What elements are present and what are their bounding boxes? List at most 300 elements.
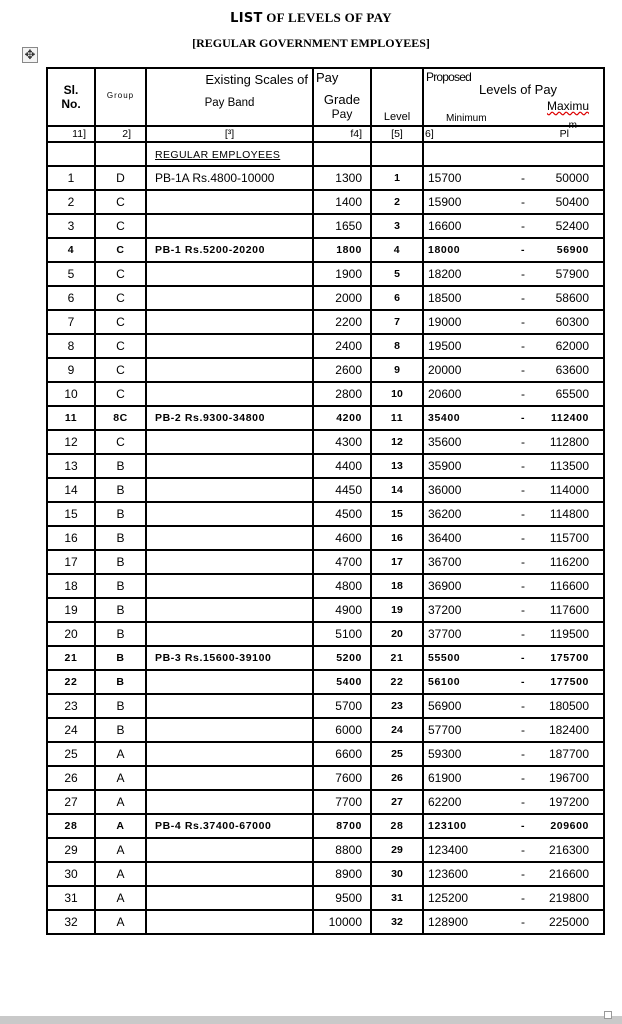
cell-sl-no: 12	[47, 430, 95, 454]
table-row	[47, 550, 604, 574]
cell-grade-pay: 8800	[313, 838, 371, 862]
cell-maximum: 117600	[549, 603, 589, 617]
cell-minimum: 35900	[428, 459, 462, 473]
cell-sl-no: 22	[47, 670, 95, 694]
cell-maximum: 60300	[555, 315, 589, 329]
cell-proposed-range	[423, 574, 604, 598]
cell-sl-no: 20	[47, 622, 95, 646]
cell-maximum: 57900	[555, 267, 589, 281]
cell-minimum: 19500	[428, 339, 462, 353]
cell-proposed-range	[423, 478, 604, 502]
cell-group: B	[95, 670, 146, 694]
cell-proposed-range	[423, 238, 604, 262]
cell-minimum: 18200	[428, 267, 462, 281]
cell-minimum: 18000	[428, 244, 461, 256]
table-row	[47, 166, 604, 190]
cell-sl-no: 9	[47, 358, 95, 382]
cell-maximum: 115700	[549, 531, 589, 545]
section-row	[47, 142, 604, 166]
cell-pay-band	[146, 286, 313, 310]
cell-maximum: 114800	[549, 507, 589, 521]
cell-minimum: 20000	[428, 363, 462, 377]
cell-pay-band	[146, 574, 313, 598]
range-dash: -	[521, 483, 525, 497]
cell-minimum: 56900	[428, 699, 462, 713]
cell-proposed-range	[423, 262, 604, 286]
cell-group: C	[95, 358, 146, 382]
range-dash: -	[521, 435, 525, 449]
cell-group: B	[95, 622, 146, 646]
cell-maximum: 112400	[550, 412, 589, 424]
cell-proposed-range	[423, 526, 604, 550]
cell-sl-no: 32	[47, 910, 95, 934]
header-group: Group	[95, 68, 146, 126]
cell-proposed-range	[423, 766, 604, 790]
cell-grade-pay: 6000	[313, 718, 371, 742]
cell-group: B	[95, 454, 146, 478]
range-dash: -	[521, 412, 526, 424]
cell-group: A	[95, 886, 146, 910]
cell-proposed-range	[423, 862, 604, 886]
table-row	[47, 430, 604, 454]
cell-level: 18	[371, 574, 423, 598]
cell-level: 8	[371, 334, 423, 358]
range-dash: -	[521, 603, 525, 617]
table-resize-handle-icon[interactable]	[604, 1011, 612, 1019]
range-dash: -	[521, 195, 525, 209]
cell-level: 5	[371, 262, 423, 286]
horizontal-scrollbar[interactable]	[0, 1016, 622, 1024]
range-dash: -	[521, 676, 526, 688]
cell-sl-no: 2	[47, 190, 95, 214]
cell-minimum: 36400	[428, 531, 462, 545]
cell-group: C	[95, 214, 146, 238]
cell-maximum: 182400	[548, 723, 589, 737]
cell-level: 16	[371, 526, 423, 550]
cell-pay-band	[146, 214, 313, 238]
cell-grade-pay: 4400	[313, 454, 371, 478]
cell-minimum: 37700	[428, 627, 462, 641]
cell-proposed-range	[423, 166, 604, 190]
range-dash: -	[521, 387, 525, 401]
cell-maximum: 119500	[549, 627, 589, 641]
table-row	[47, 310, 604, 334]
cell-pay-band	[146, 766, 313, 790]
range-dash: -	[521, 531, 525, 545]
cell-level: 24	[371, 718, 423, 742]
cell-sl-no: 29	[47, 838, 95, 862]
cell-level: 1	[371, 166, 423, 190]
cell-grade-pay: 5400	[313, 670, 371, 694]
range-dash: -	[521, 699, 525, 713]
cell-pay-band	[146, 598, 313, 622]
cell-sl-no: 7	[47, 310, 95, 334]
cell-level: 17	[371, 550, 423, 574]
cell-minimum: 16600	[428, 219, 462, 233]
cell-maximum: 175700	[550, 652, 589, 664]
header-level: Level	[371, 68, 423, 126]
cell-sl-no: 26	[47, 766, 95, 790]
cell-sl-no: 3	[47, 214, 95, 238]
cell-grade-pay: 4500	[313, 502, 371, 526]
cell-minimum: 62200	[428, 795, 462, 809]
cell-grade-pay: 2800	[313, 382, 371, 406]
cell-proposed-range	[423, 598, 604, 622]
table-row	[47, 694, 604, 718]
cell-maximum: 216300	[548, 843, 589, 857]
cell-pay-band	[146, 262, 313, 286]
table-row	[47, 862, 604, 886]
cell-maximum: 63600	[555, 363, 589, 377]
cell-sl-no: 31	[47, 886, 95, 910]
range-dash: -	[521, 843, 525, 857]
cell-sl-no: 28	[47, 814, 95, 838]
cell-proposed-range	[423, 790, 604, 814]
range-dash: -	[521, 795, 525, 809]
cell-proposed-range	[423, 502, 604, 526]
cell-group: A	[95, 814, 146, 838]
cell-pay-band	[146, 550, 313, 574]
range-dash: -	[521, 244, 526, 256]
cell-maximum: 225000	[548, 915, 589, 929]
cell-sl-no: 18	[47, 574, 95, 598]
cell-group: C	[95, 334, 146, 358]
cell-level: 14	[371, 478, 423, 502]
cell-grade-pay: 8900	[313, 862, 371, 886]
cell-minimum: 125200	[428, 891, 469, 905]
cell-group: A	[95, 910, 146, 934]
cell-grade-pay: 2400	[313, 334, 371, 358]
cell-level: 21	[371, 646, 423, 670]
cell-sl-no: 17	[47, 550, 95, 574]
cell-pay-band	[146, 382, 313, 406]
table-row	[47, 262, 604, 286]
table-row	[47, 454, 604, 478]
cell-grade-pay: 4200	[313, 406, 371, 430]
cell-proposed-range	[423, 910, 604, 934]
header-sl-no: Sl. No.	[47, 68, 95, 126]
range-dash: -	[521, 363, 525, 377]
cell-level: 7	[371, 310, 423, 334]
cell-minimum: 36900	[428, 579, 462, 593]
cell-proposed-range	[423, 886, 604, 910]
cell-level: 22	[371, 670, 423, 694]
cell-pay-band	[146, 694, 313, 718]
cell-level: 28	[371, 814, 423, 838]
cell-group: C	[95, 262, 146, 286]
cell-minimum: 123100	[428, 820, 467, 832]
cell-minimum: 20600	[428, 387, 462, 401]
range-dash: -	[521, 339, 525, 353]
cell-level: 15	[371, 502, 423, 526]
column-index-row: 11] 2] [³] f4] [5] 6] Pl	[47, 126, 604, 142]
cell-pay-band	[146, 478, 313, 502]
cell-pay-band	[146, 790, 313, 814]
range-dash: -	[521, 579, 525, 593]
cell-sl-no: 19	[47, 598, 95, 622]
cell-level: 13	[371, 454, 423, 478]
cell-group: A	[95, 790, 146, 814]
cell-sl-no: 16	[47, 526, 95, 550]
cell-grade-pay: 1400	[313, 190, 371, 214]
table-row	[47, 502, 604, 526]
cell-maximum: 50400	[555, 195, 589, 209]
cell-group: B	[95, 646, 146, 670]
cell-grade-pay: 7600	[313, 766, 371, 790]
table-row	[47, 790, 604, 814]
cell-group: C	[95, 190, 146, 214]
table-row	[47, 358, 604, 382]
cell-maximum: 209600	[550, 820, 589, 832]
cell-minimum: 36200	[428, 507, 462, 521]
cell-group: C	[95, 430, 146, 454]
cell-sl-no: 24	[47, 718, 95, 742]
cell-grade-pay: 5200	[313, 646, 371, 670]
cell-minimum: 61900	[428, 771, 462, 785]
cell-level: 12	[371, 430, 423, 454]
cell-group: B	[95, 502, 146, 526]
range-dash: -	[521, 652, 526, 664]
cell-minimum: 57700	[428, 723, 462, 737]
cell-proposed-range	[423, 838, 604, 862]
cell-group: B	[95, 598, 146, 622]
range-dash: -	[521, 723, 525, 737]
cell-minimum: 15900	[428, 195, 462, 209]
cell-maximum: 58600	[555, 291, 589, 305]
cell-pay-band: PB-3 Rs.15600-39100	[146, 646, 313, 670]
cell-sl-no: 14	[47, 478, 95, 502]
range-dash: -	[521, 627, 525, 641]
cell-group: B	[95, 526, 146, 550]
cell-pay-band	[146, 910, 313, 934]
cell-pay-band	[146, 430, 313, 454]
cell-level: 27	[371, 790, 423, 814]
cell-sl-no: 25	[47, 742, 95, 766]
cell-minimum: 128900	[428, 915, 469, 929]
header-pay-band: Existing Scales of Pay Band	[146, 68, 313, 126]
table-row	[47, 478, 604, 502]
cell-proposed-range	[423, 382, 604, 406]
table-row	[47, 238, 604, 262]
cell-level: 4	[371, 238, 423, 262]
cell-maximum: 177500	[550, 676, 589, 688]
cell-group: D	[95, 166, 146, 190]
cell-pay-band	[146, 670, 313, 694]
cell-level: 23	[371, 694, 423, 718]
cell-group: B	[95, 574, 146, 598]
cell-group: B	[95, 550, 146, 574]
table-row	[47, 334, 604, 358]
table-row	[47, 910, 604, 934]
cell-level: 20	[371, 622, 423, 646]
cell-minimum: 59300	[428, 747, 462, 761]
cell-proposed-range	[423, 694, 604, 718]
cell-level: 11	[371, 406, 423, 430]
range-dash: -	[521, 915, 525, 929]
table-row	[47, 838, 604, 862]
cell-pay-band	[146, 358, 313, 382]
cell-minimum: 123600	[428, 867, 469, 881]
cell-sl-no: 1	[47, 166, 95, 190]
range-dash: -	[521, 771, 525, 785]
table-row	[47, 766, 604, 790]
cell-proposed-range	[423, 190, 604, 214]
cell-proposed-range	[423, 358, 604, 382]
cell-level: 26	[371, 766, 423, 790]
cell-grade-pay: 5100	[313, 622, 371, 646]
cell-group: A	[95, 838, 146, 862]
cell-group: A	[95, 766, 146, 790]
cell-group: C	[95, 286, 146, 310]
cell-pay-band: PB-1A Rs.4800-10000	[146, 166, 313, 190]
cell-maximum: 197200	[548, 795, 589, 809]
cell-minimum: 37200	[428, 603, 462, 617]
table-move-handle-icon[interactable]: ✥	[22, 47, 38, 63]
cell-minimum: 15700	[428, 171, 462, 185]
cell-maximum: 114000	[549, 483, 589, 497]
pay-levels-table	[46, 67, 605, 935]
cell-level: 31	[371, 886, 423, 910]
range-dash: -	[521, 291, 525, 305]
cell-minimum: 123400	[428, 843, 469, 857]
cell-minimum: 35600	[428, 435, 462, 449]
cell-pay-band	[146, 742, 313, 766]
cell-level: 2	[371, 190, 423, 214]
cell-proposed-range	[423, 742, 604, 766]
range-dash: -	[521, 171, 525, 185]
cell-grade-pay: 1650	[313, 214, 371, 238]
cell-group: C	[95, 382, 146, 406]
table-row	[47, 886, 604, 910]
cell-pay-band	[146, 526, 313, 550]
cell-maximum: 112800	[549, 435, 589, 449]
table-row	[47, 286, 604, 310]
cell-level: 6	[371, 286, 423, 310]
cell-proposed-range	[423, 814, 604, 838]
cell-level: 25	[371, 742, 423, 766]
cell-sl-no: 21	[47, 646, 95, 670]
cell-sl-no: 30	[47, 862, 95, 886]
range-dash: -	[521, 219, 525, 233]
cell-group: A	[95, 742, 146, 766]
cell-minimum: 35400	[428, 412, 461, 424]
cell-sl-no: 15	[47, 502, 95, 526]
cell-sl-no: 13	[47, 454, 95, 478]
cell-minimum: 36000	[428, 483, 462, 497]
cell-pay-band	[146, 622, 313, 646]
table-row	[47, 742, 604, 766]
cell-maximum: 56900	[556, 244, 589, 256]
range-dash: -	[521, 507, 525, 521]
cell-proposed-range	[423, 310, 604, 334]
cell-grade-pay: 4600	[313, 526, 371, 550]
cell-maximum: 113500	[549, 459, 589, 473]
cell-proposed-range	[423, 550, 604, 574]
cell-group: 8C	[95, 406, 146, 430]
cell-pay-band	[146, 718, 313, 742]
cell-pay-band	[146, 886, 313, 910]
cell-sl-no: 6	[47, 286, 95, 310]
cell-level: 19	[371, 598, 423, 622]
cell-proposed-range	[423, 214, 604, 238]
document-title	[0, 10, 622, 26]
cell-grade-pay: 7700	[313, 790, 371, 814]
cell-maximum: 196700	[548, 771, 589, 785]
cell-sl-no: 4	[47, 238, 95, 262]
cell-grade-pay: 2600	[313, 358, 371, 382]
cell-group: B	[95, 718, 146, 742]
cell-pay-band: PB-1 Rs.5200-20200	[146, 238, 313, 262]
cell-grade-pay: 4900	[313, 598, 371, 622]
cell-proposed-range	[423, 406, 604, 430]
cell-group: B	[95, 478, 146, 502]
cell-sl-no: 5	[47, 262, 95, 286]
cell-pay-band	[146, 310, 313, 334]
cell-grade-pay: 9500	[313, 886, 371, 910]
table-row	[47, 526, 604, 550]
cell-level: 29	[371, 838, 423, 862]
cell-grade-pay: 4800	[313, 574, 371, 598]
cell-minimum: 55500	[428, 652, 461, 664]
cell-proposed-range	[423, 286, 604, 310]
title-rest: OF LEVELS OF PAY	[262, 10, 392, 25]
range-dash: -	[521, 747, 525, 761]
range-dash: -	[521, 820, 526, 832]
header-proposed-levels: Proposed Levels of Pay Maximu Minimum m	[423, 68, 604, 126]
cell-level: 30	[371, 862, 423, 886]
cell-group: A	[95, 862, 146, 886]
cell-grade-pay: 1800	[313, 238, 371, 262]
cell-proposed-range	[423, 622, 604, 646]
cell-grade-pay: 4450	[313, 478, 371, 502]
range-dash: -	[521, 315, 525, 329]
cell-group: B	[95, 694, 146, 718]
range-dash: -	[521, 555, 525, 569]
cell-proposed-range	[423, 430, 604, 454]
cell-grade-pay: 2000	[313, 286, 371, 310]
cell-grade-pay: 6600	[313, 742, 371, 766]
document-subtitle: [REGULAR GOVERNMENT EMPLOYEES]	[192, 36, 430, 50]
cell-pay-band	[146, 454, 313, 478]
cell-sl-no: 23	[47, 694, 95, 718]
cell-minimum: 18500	[428, 291, 462, 305]
table-row	[47, 382, 604, 406]
cell-proposed-range	[423, 646, 604, 670]
table-row	[47, 622, 604, 646]
cell-sl-no: 11	[47, 406, 95, 430]
cell-grade-pay: 10000	[313, 910, 371, 934]
cell-maximum: 116600	[549, 579, 589, 593]
cell-minimum: 19000	[428, 315, 462, 329]
cell-maximum: 65500	[555, 387, 589, 401]
section-label: REGULAR EMPLOYEES	[155, 149, 281, 161]
cell-group: C	[95, 310, 146, 334]
range-dash: -	[521, 267, 525, 281]
cell-grade-pay: 5700	[313, 694, 371, 718]
cell-grade-pay: 8700	[313, 814, 371, 838]
cell-level: 10	[371, 382, 423, 406]
cell-proposed-range	[423, 670, 604, 694]
cell-maximum: 62000	[555, 339, 589, 353]
cell-pay-band: PB-2 Rs.9300-34800	[146, 406, 313, 430]
cell-maximum: 116200	[549, 555, 589, 569]
table-row	[47, 814, 604, 838]
table-row	[47, 670, 604, 694]
cell-pay-band	[146, 838, 313, 862]
cell-proposed-range	[423, 334, 604, 358]
cell-group: C	[95, 238, 146, 262]
cell-pay-band	[146, 190, 313, 214]
